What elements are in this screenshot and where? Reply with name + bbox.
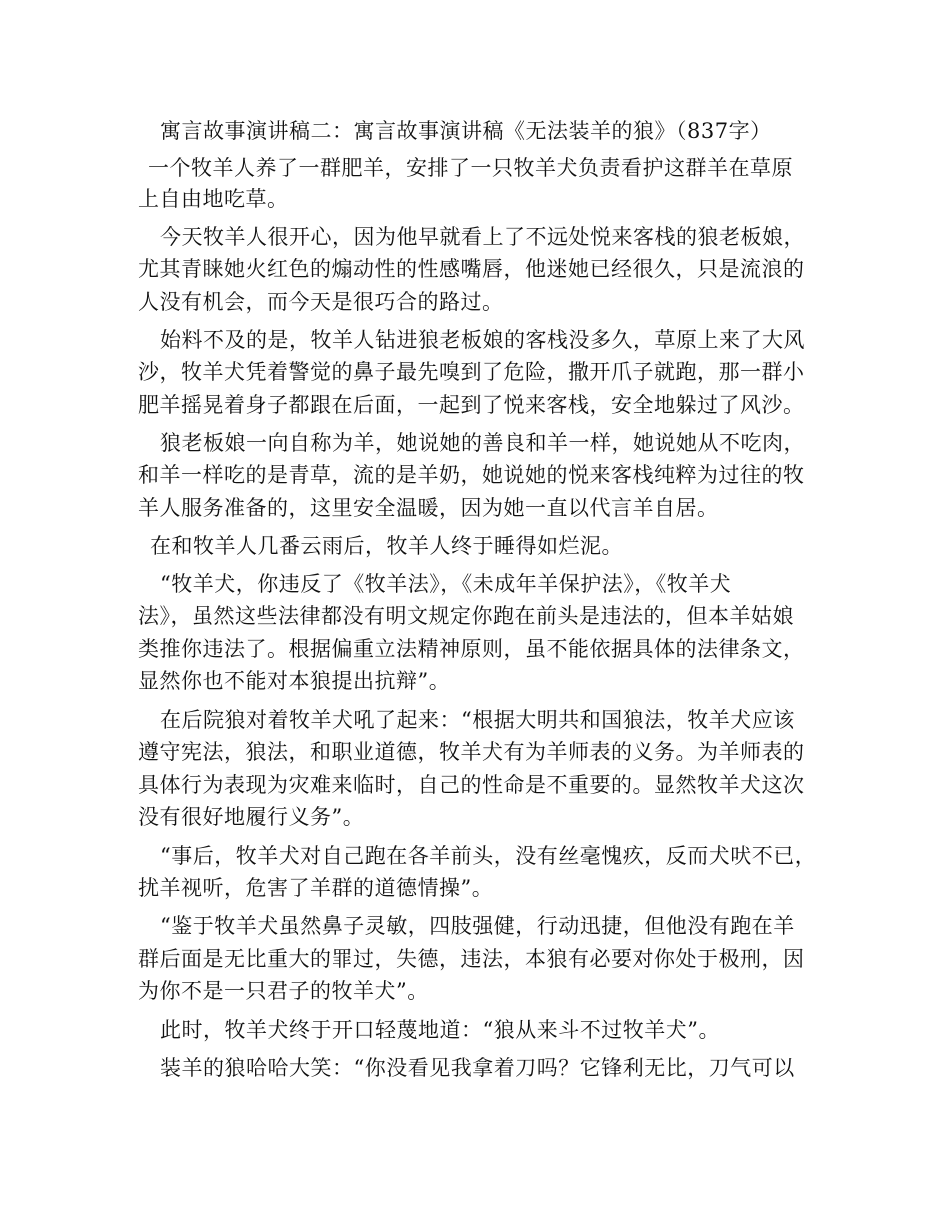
text-line: 沙，牧羊犬凭着警觉的鼻子最先嗅到了危险，撒开爪子就跑，那一群小 (138, 360, 805, 384)
text-line: 遵守宪法，狼法，和职业道德，牧羊犬有为羊师表的义务。为羊师表的 (138, 740, 805, 764)
text-line: “鉴于牧羊犬虽然鼻子灵敏，四肢强健，行动迅捷，但他没有跑在羊 (160, 914, 795, 938)
text-line: 类推你违法了。根据偏重立法精神原则，虽不能依据具体的法律条文， (138, 637, 805, 661)
text-line: 始料不及的是，牧羊人钻进狼老板娘的客栈没多久，草原上来了大风 (160, 328, 805, 352)
text-line: 装羊的狼哈哈大笑：“你没看见我拿着刀吗？它锋利无比，刀气可以 (160, 1056, 795, 1080)
text-line: 和羊一样吃的是青草，流的是羊奶，她说她的悦来客栈纯粹为过往的牧 (138, 463, 805, 487)
text-line: 扰羊视听，危害了羊群的道德情操”。 (138, 876, 494, 900)
text-line: 羊人服务准备的，这里安全温暖，因为她一直以代言羊自居。 (138, 496, 719, 520)
text-line: 肥羊摇晃着身子都跟在后面，一起到了悦来客栈，安全地躲过了风沙。 (138, 393, 805, 417)
text-line: 尤其青睐她火红色的煽动性的性感嘴唇，他迷她已经很久，只是流浪的 (138, 257, 805, 281)
text-line: “事后，牧羊犬对自己跑在各羊前头，没有丝毫愧疚，反而犬吠不已， (160, 844, 817, 868)
text-line: 一个牧羊人养了一群肥羊，安排了一只牧羊犬负责看护这群羊在草原 (148, 156, 793, 180)
text-line: 在和牧羊人几番云雨后，牧羊人终于睡得如烂泥。 (150, 534, 623, 558)
text-line: 群后面是无比重大的罪过，失德，违法，本狼有必要对你处于极刑，因 (138, 947, 805, 971)
text-line: 在后院狼对着牧羊犬吼了起来：“根据大明共和国狼法，牧羊犬应该 (160, 708, 795, 732)
text-line: 狼老板娘一向自称为羊，她说她的善良和羊一样，她说她从不吃肉， (160, 431, 805, 455)
text-line: 上自由地吃草。 (138, 187, 289, 211)
text-line: 法》，虽然这些法律都没有明文规定你跑在前头是违法的，但本羊姑娘 (138, 604, 794, 628)
text-line: 今天牧羊人很开心，因为他早就看上了不远处悦来客栈的狼老板娘， (160, 225, 805, 249)
text-line: 人没有机会，而今天是很巧合的路过。 (138, 290, 504, 314)
title-line: 寓言故事演讲稿二：寓言故事演讲稿《无法装羊的狼》（837字） (160, 119, 772, 143)
text-line: 显然你也不能对本狼提出抗辩”。 (138, 669, 451, 693)
text-line: 此时，牧羊犬终于开口轻蔑地道：“狼从来斗不过牧羊犬”。 (160, 1018, 720, 1042)
text-line: “牧羊犬，你违反了《牧羊法》，《未成年羊保护法》，《牧羊犬 (160, 572, 732, 596)
text-line: 为你不是一只君子的牧羊犬”。 (138, 979, 429, 1003)
text-line: 具体行为表现为灾难来临时，自己的性命是不重要的。显然牧羊犬这次 (138, 773, 805, 797)
text-line: 没有很好地履行义务”。 (138, 805, 365, 829)
